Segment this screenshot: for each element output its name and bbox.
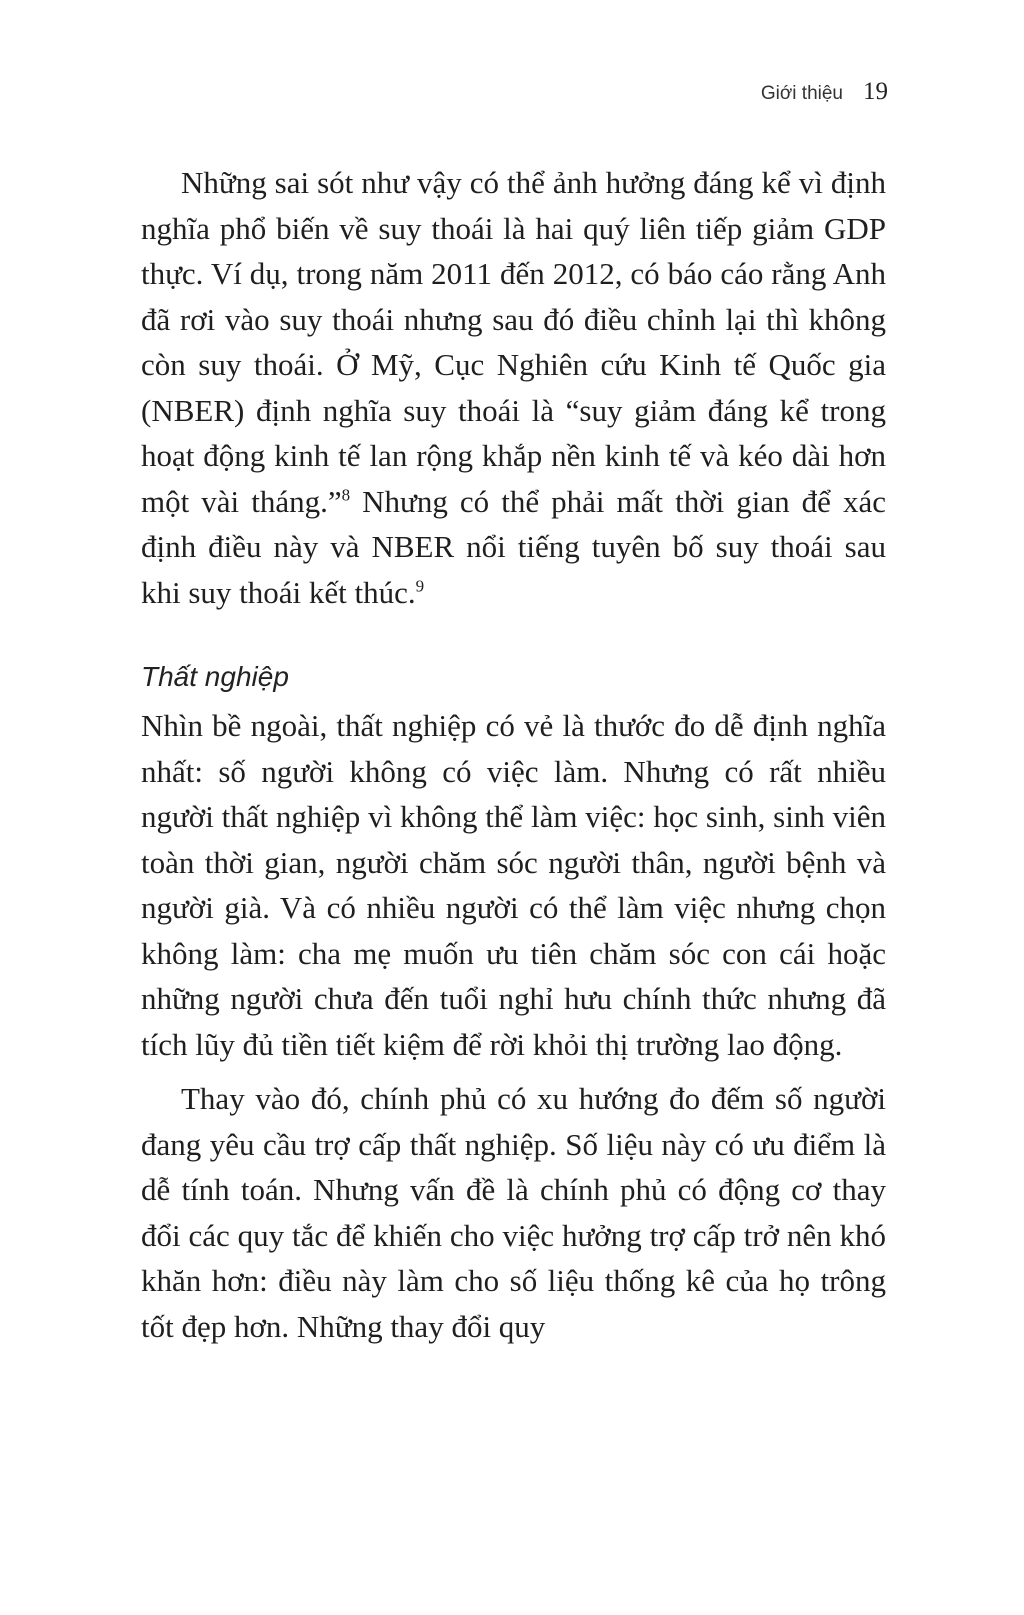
footnote-marker: 8	[341, 485, 351, 505]
paragraph-recession-definition	[141, 160, 886, 615]
paragraph-unemployment-claims: Thay vào đó, chính phủ có xu hướng đo đếm số người đang yêu cầu trợ cấp thất nghiệp. Số liệu này có ưu điểm là dễ tính toán. Nhưng vấn đề là chính phủ có động cơ thay đổi các quy tắc để khiến cho việc hưởng trợ cấp trở nên khó khăn hơn: điều này làm cho số liệu thống kê của họ trông tốt đẹp hơn. Những thay đổi quy	[141, 1081, 886, 1344]
section-heading: Thất nghiệp	[141, 661, 289, 692]
footnote-marker: 9	[415, 576, 425, 596]
paragraph-text: Những sai sót như vậy có thể ảnh hưởng đáng kể vì định nghĩa phổ biến về suy thoái là hai quý liên tiếp giảm GDP thực. Ví dụ, trong năm 2011 đến 2012, có báo cáo rằng Anh đã rơi vào suy thoái nhưng sau đó điều chỉnh lại thì không còn suy thoái. Ở Mỹ, Cục Nghiên cứu Kinh tế Quốc gia (NBER) định nghĩa suy thoái là “suy giảm đáng kể trong hoạt động kinh tế lan rộng khắp nền kinh tế và kéo dài hơn một vài tháng.”	[141, 165, 886, 519]
running-header	[761, 78, 888, 106]
paragraph-unemployment-definition: Nhìn bề ngoài, thất nghiệp có vẻ là thước đo dễ định nghĩa nhất: số người không có việc làm. Nhưng có rất nhiều người thất nghiệp vì không thể làm việc: học sinh, sinh viên toàn thời gian, người chăm sóc người thân, người bệnh và người già. Và có nhiều người có thể làm việc nhưng chọn không làm: cha mẹ muốn ưu tiên chăm sóc con cái hoặc những người chưa đến tuổi nghỉ hưu chính thức nhưng đã tích lũy đủ tiền tiết kiệm để rời khỏi thị trường lao động.	[141, 708, 886, 1062]
page-number: 19	[863, 78, 888, 105]
running-header-section: Giới thiệu	[760, 83, 843, 104]
page-body	[141, 160, 886, 1349]
paragraph-text-continuation: Nhưng có thể phải mất thời gian để xác định điều này và NBER nổi tiếng tuyên bố suy thoái sau khi suy thoái kết thúc.	[141, 483, 887, 610]
